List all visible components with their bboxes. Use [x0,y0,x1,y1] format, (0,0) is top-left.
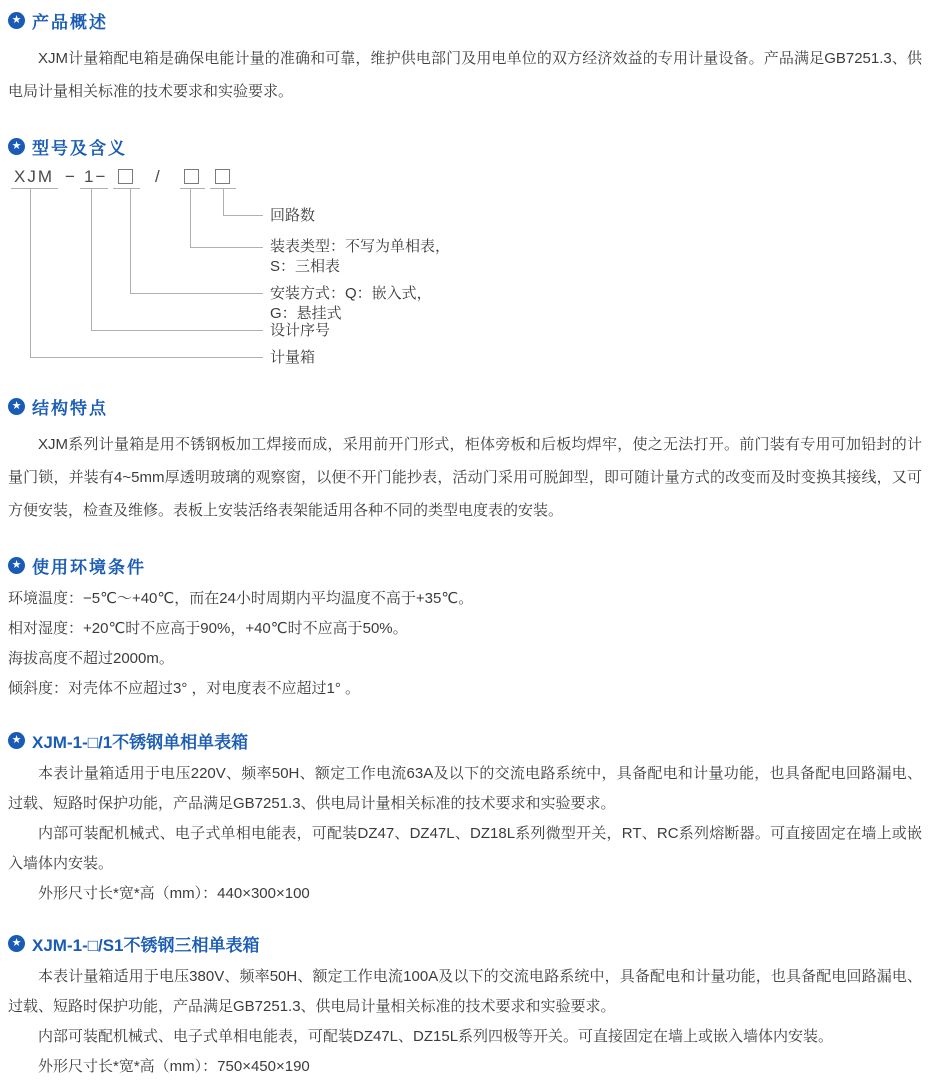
product1-components: 内部可装配机械式、电子式单相电能表，可配装DZ47、DZ47L、DZ18L系列微型开关，RT、RC系列熔断器。可直接固定在墙上或嵌入墙体内安装。 [8,825,922,872]
model-code-diagram [8,167,922,372]
model-heading [8,134,922,159]
diagram-label-text: 回路数 [270,207,316,224]
diagram-label-text: G：悬挂式 [270,305,342,322]
star-glyph: ★ [11,734,22,746]
diagram-label-circuit-count [270,206,315,226]
overview-body: XJM计量箱配电箱是确保电能计量的准确和可靠，维护供电部门及用电单位的双方经济效益的专用计量设备。产品满足GB7251.3、供电局计量相关标准的技术要求和实验要求。 [8,50,922,100]
diagram-underline [80,188,108,189]
star-glyph: ★ [11,140,22,152]
diagram-underline [113,188,140,189]
star-glyph: ★ [11,400,22,412]
star-bullet-icon [8,12,25,29]
diagram-label-text: 装表类型：不写为单相表， [270,238,451,255]
diagram-connector-line [30,357,263,358]
overview-title: 产品概述 [32,13,108,32]
product1-dimensions: 外形尺寸长*宽*高（mm）：440×300×100 [38,885,310,902]
section-environment [8,553,922,704]
environment-temperature: 环境温度：−5℃～+40℃，而在24小时周期内平均温度不高于+35℃。 [8,590,474,607]
model-code-dash: − [65,167,77,186]
environment-tilt: 倾斜度：对壳体不应超过3° ，对电度表不应超过1° 。 [8,680,361,697]
product1-heading [8,728,922,753]
product1-title: XJM-1-□/1不锈钢单相单表箱 [32,733,249,752]
structure-heading [8,394,922,419]
product2-heading [8,931,922,956]
model-code-slash: / [155,167,162,186]
star-glyph: ★ [11,14,22,26]
diagram-label-text: 设计序号 [270,322,331,339]
diagram-label-meter-type [270,237,450,277]
star-bullet-icon [8,557,25,574]
diagram-connector-line [190,247,263,248]
section-structure [8,394,922,527]
diagram-vertical-line [91,188,92,330]
section-product-single-phase [8,728,922,909]
diagram-label-mounting-type [270,284,432,324]
diagram-label-text: 安装方式：Q：嵌入式， [270,285,432,302]
model-title: 型号及含义 [32,139,127,158]
diagram-connector-line [91,330,263,331]
environment-humidity: 相对湿度：+20℃时不应高于90%，+40℃时不应高于50%。 [8,620,408,637]
product1-description: 本表计量箱适用于电压220V、频率50H、额定工作电流63A及以下的交流电路系统中，具备配电和计量功能，也具备配电回路漏电、过载、短路时保护功能，产品满足GB7251.3、供电局计量相关标准的技术要求和实验要求。 [8,765,922,812]
diagram-underline [11,188,58,189]
model-code-serial: 1− [84,167,108,186]
diagram-label-design-serial [270,321,330,341]
overview-heading [8,8,922,33]
structure-body: XJM系列计量箱是用不锈钢板加工焊接而成，采用前开门形式，柜体旁板和后板均焊牢，使之无法打开。前门装有专用可加铅封的计量门锁，并装有4~5mm厚透明玻璃的观察窗，以便不开门能抄表，活动门采用可脱卸型，即可随计量方式的改变而及时变换其接线，又可方便安装，检查及维修。表板上安装活络表架能适用各种不同的类型电度表的安装。 [8,436,922,519]
diagram-vertical-line [130,188,131,293]
environment-heading [8,553,922,578]
diagram-vertical-line [30,188,31,357]
product2-description: 本表计量箱适用于电压380V、频率50H、额定工作电流100A及以下的交流电路系统中，具备配电和计量功能，也具备配电回路漏电、过载、短路时保护功能，产品满足GB7251.3、供电局计量相关标准的技术要求和实验要求。 [8,968,922,1015]
star-glyph: ★ [11,559,22,571]
diagram-label-text: S：三相表 [270,258,341,275]
diagram-label-meter-box [270,348,315,368]
product2-title: XJM-1-□/S1不锈钢三相单表箱 [32,936,260,955]
model-code-prefix: XJM [14,167,54,186]
diagram-underline [180,188,205,189]
star-bullet-icon [8,138,25,155]
product2-dimensions: 外形尺寸长*宽*高（mm）：750×450×190 [38,1058,310,1075]
star-bullet-icon [8,935,25,952]
diagram-connector-line [223,215,263,216]
diagram-connector-line [130,293,263,294]
star-glyph: ★ [11,937,22,949]
model-placeholder-box [118,169,133,184]
section-model-meaning [8,134,922,372]
diagram-vertical-line [223,188,224,215]
model-placeholder-box [184,169,199,184]
environment-title: 使用环境条件 [32,558,146,577]
model-placeholder-box [215,169,230,184]
star-bullet-icon [8,398,25,415]
diagram-vertical-line [190,188,191,247]
product2-components: 内部可装配机械式、电子式单相电能表，可配装DZ47L、DZ15L系列四极等开关。可直接固定在墙上或嵌入墙体内安装。 [38,1028,834,1045]
section-product-three-phase [8,931,922,1082]
section-overview [8,8,922,108]
diagram-label-text: 计量箱 [270,349,316,366]
environment-altitude: 海拔高度不超过2000m。 [8,650,174,667]
star-bullet-icon [8,732,25,749]
structure-title: 结构特点 [32,399,108,418]
